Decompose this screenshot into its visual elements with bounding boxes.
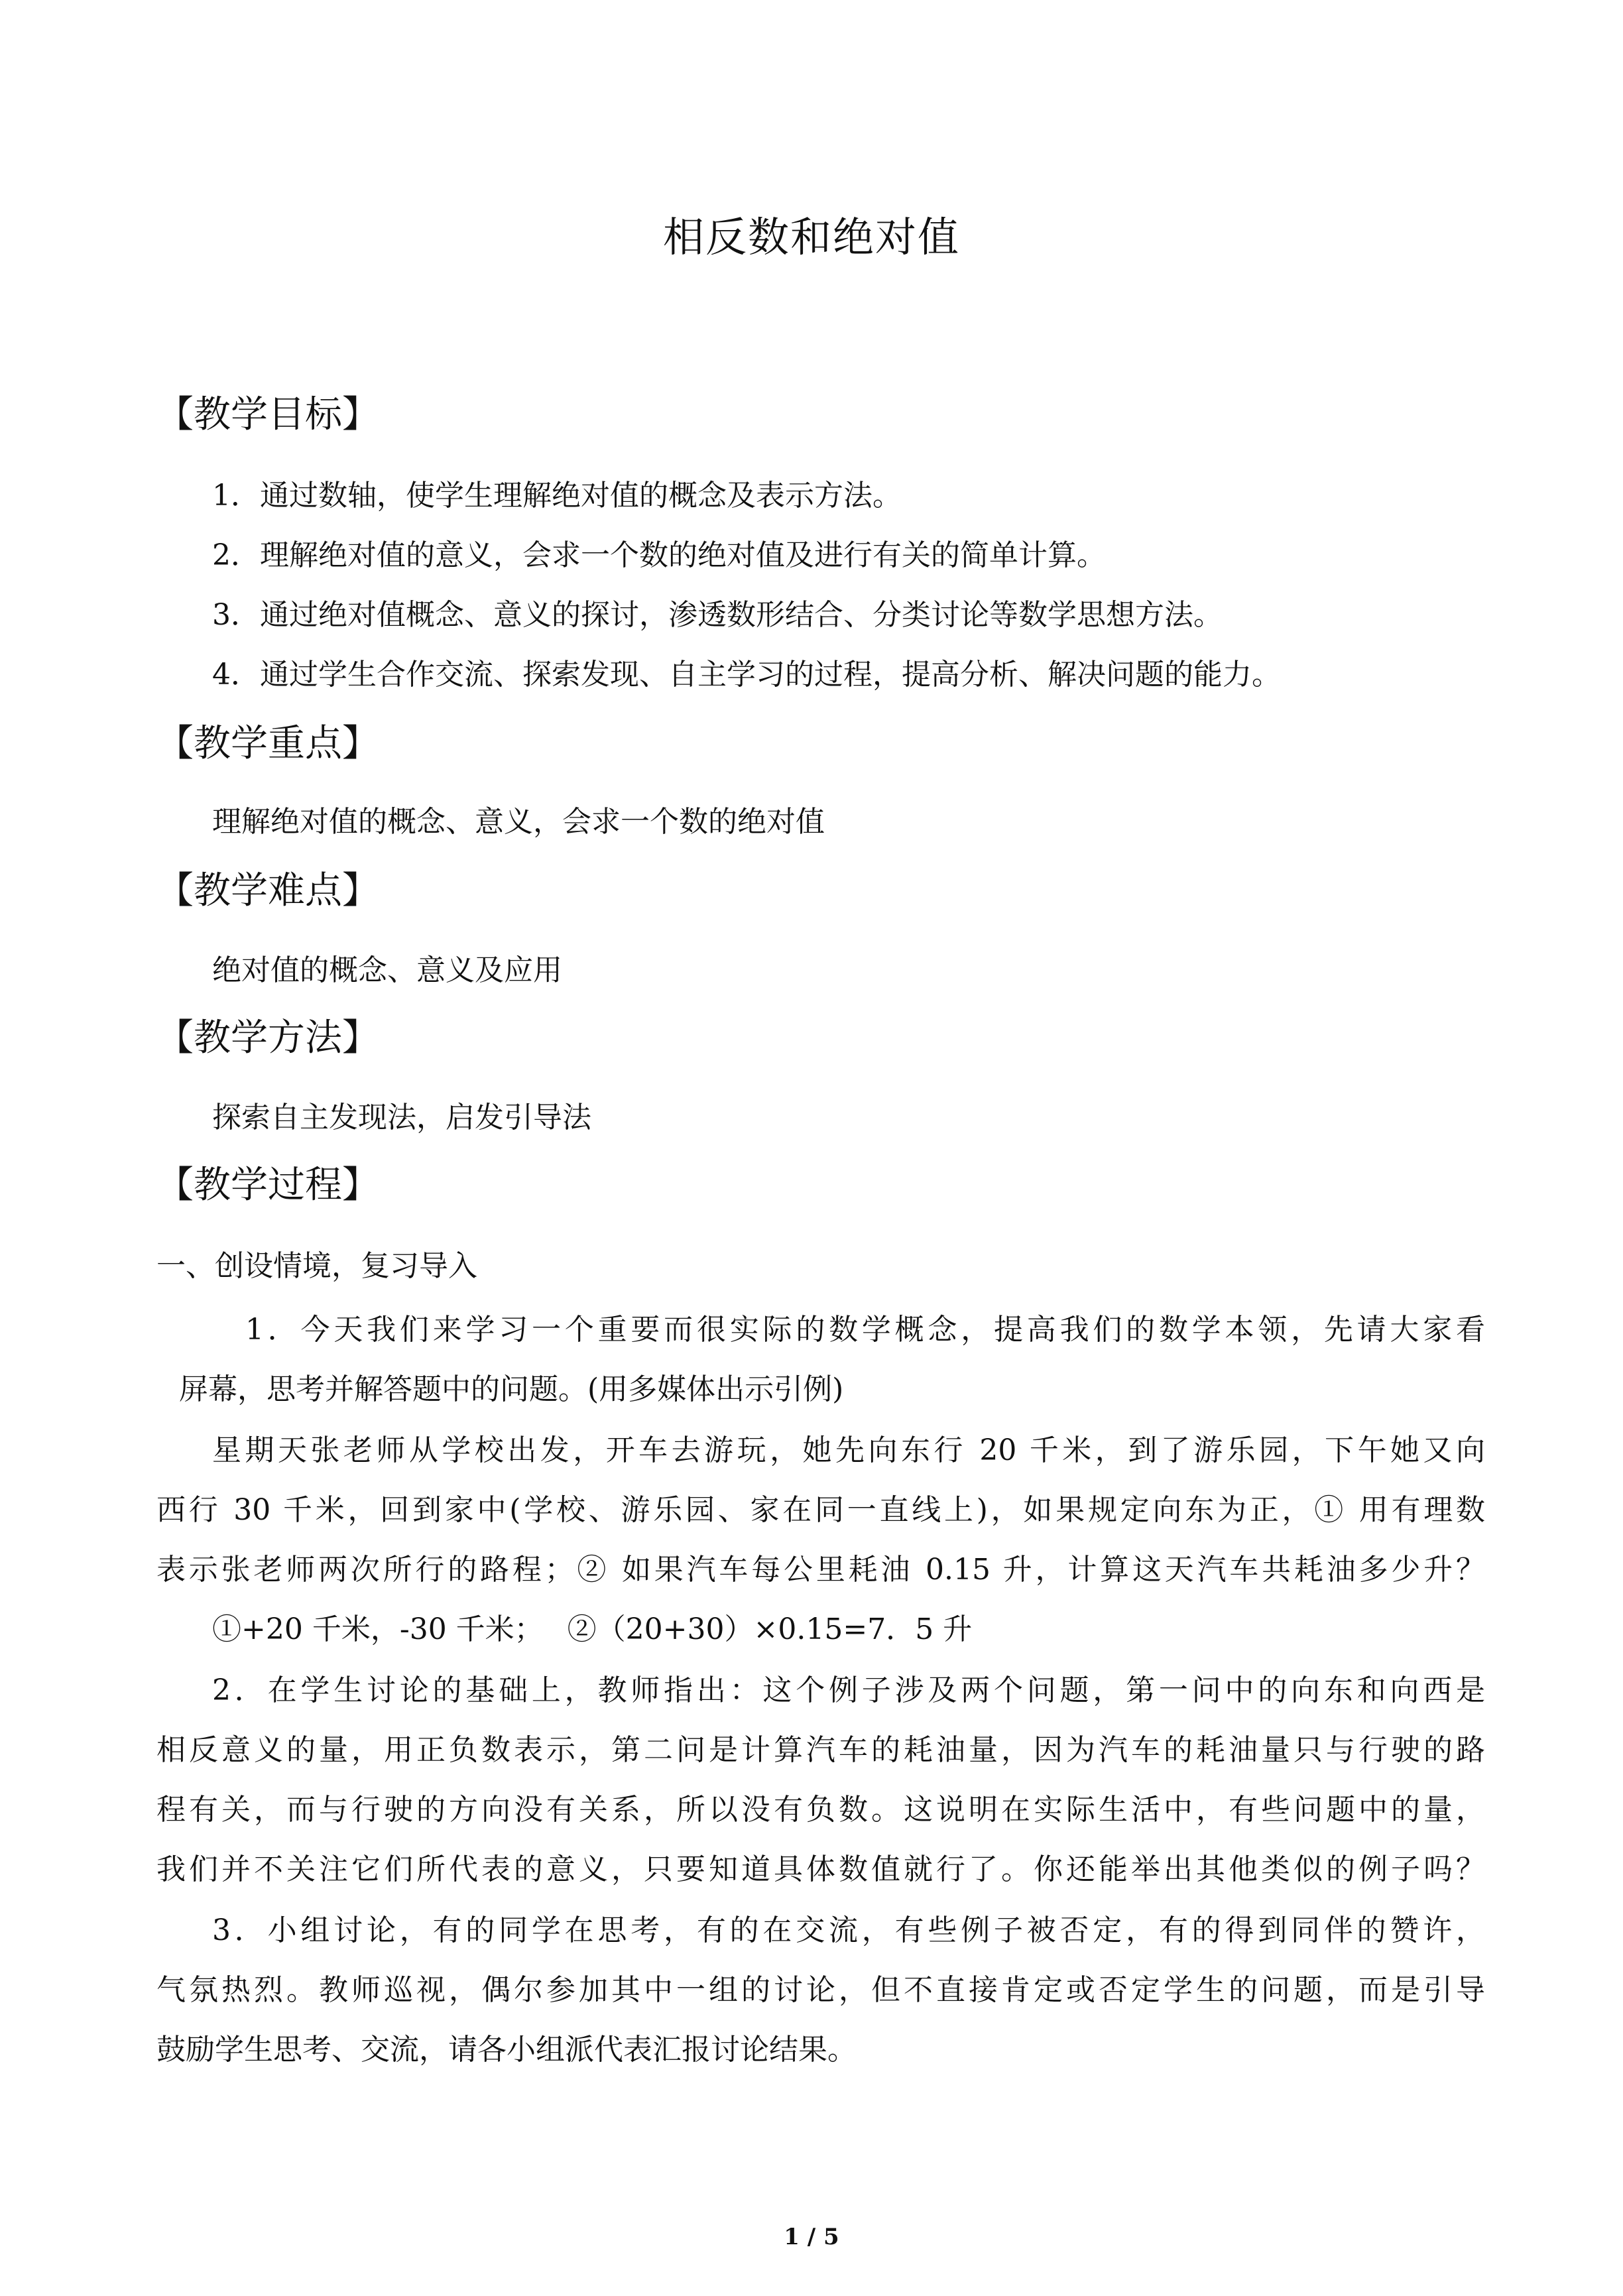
process-heading: 【教学过程】 xyxy=(156,1164,379,1207)
process-paragraph-line: 星期天张老师从学校出发，开车去游玩，她先向东行 20 千米，到了游乐园，下午她又向 xyxy=(212,1433,1485,1467)
process-paragraph-line: 表示张老师两次所行的路程；② 如果汽车每公里耗油 0.15 升，计算这天汽车共耗油多少升？ xyxy=(156,1553,1485,1587)
objective-item: 3．通过绝对值概念、意义的探讨，渗透数形结合、分类讨论等数学思想方法。 xyxy=(212,598,1223,632)
document-title: 相反数和绝对值 xyxy=(662,213,960,261)
process-paragraph-line: 气氛热烈。教师巡视，偶尔参加其中一组的讨论，但不直接肯定或否定学生的问题，而是引导 xyxy=(156,1973,1485,2007)
objective-item: 1．通过数轴，使学生理解绝对值的概念及表示方法。 xyxy=(212,479,902,513)
objective-item: 2．理解绝对值的意义，会求一个数的绝对值及进行有关的简单计算。 xyxy=(212,538,1106,572)
difficulties-text: 绝对值的概念、意义及应用 xyxy=(212,953,562,987)
difficulties-heading: 【教学难点】 xyxy=(156,869,379,912)
process-paragraph-line: 程有关，而与行驶的方向没有关系，所以没有负数。这说明在实际生活中，有些问题中的量， xyxy=(156,1793,1485,1827)
methods-heading: 【教学方法】 xyxy=(156,1016,379,1059)
objectives-heading: 【教学目标】 xyxy=(156,393,379,436)
process-paragraph-line: 相反意义的量，用正负数表示，第二问是计算汽车的耗油量，因为汽车的耗油量只与行驶的路 xyxy=(156,1733,1485,1767)
process-paragraph-line: 西行 30 千米，回到家中(学校、游乐园、家在同一直线上)，如果规定向东为正，① 用有理数 xyxy=(156,1493,1485,1527)
methods-text: 探索自主发现法，启发引导法 xyxy=(212,1101,591,1134)
key-points-text: 理解绝对值的概念、意义，会求一个数的绝对值 xyxy=(212,805,825,839)
key-points-heading: 【教学重点】 xyxy=(156,722,379,765)
page-number: 1 / 5 xyxy=(784,2224,839,2250)
process-paragraph-line: 1．今天我们来学习一个重要而很实际的数学概念，提高我们的数学本领，先请大家看 xyxy=(245,1313,1485,1347)
process-paragraph-line: 鼓励学生思考、交流，请各小组派代表汇报讨论结果。 xyxy=(156,2033,857,2067)
process-paragraph-line: 2．在学生讨论的基础上，教师指出：这个例子涉及两个问题，第一问中的向东和向西是 xyxy=(212,1673,1485,1707)
process-subheading: 一、创设情境，复习导入 xyxy=(156,1249,477,1283)
objective-item: 4．通过学生合作交流、探索发现、自主学习的过程，提高分析、解决问题的能力。 xyxy=(212,658,1281,692)
process-paragraph-line: 屏幕，思考并解答题中的问题。(用多媒体出示引例) xyxy=(179,1372,844,1406)
answer-line: ①+20 千米，-30 千米； ②（20+30）×0.15=7．5 升 xyxy=(212,1612,973,1646)
process-paragraph-line: 我们并不关注它们所代表的意义，只要知道具体数值就行了。你还能举出其他类似的例子吗？ xyxy=(156,1852,1485,1886)
process-paragraph-line: 3．小组讨论，有的同学在思考，有的在交流，有些例子被否定，有的得到同伴的赞许， xyxy=(212,1913,1485,1947)
